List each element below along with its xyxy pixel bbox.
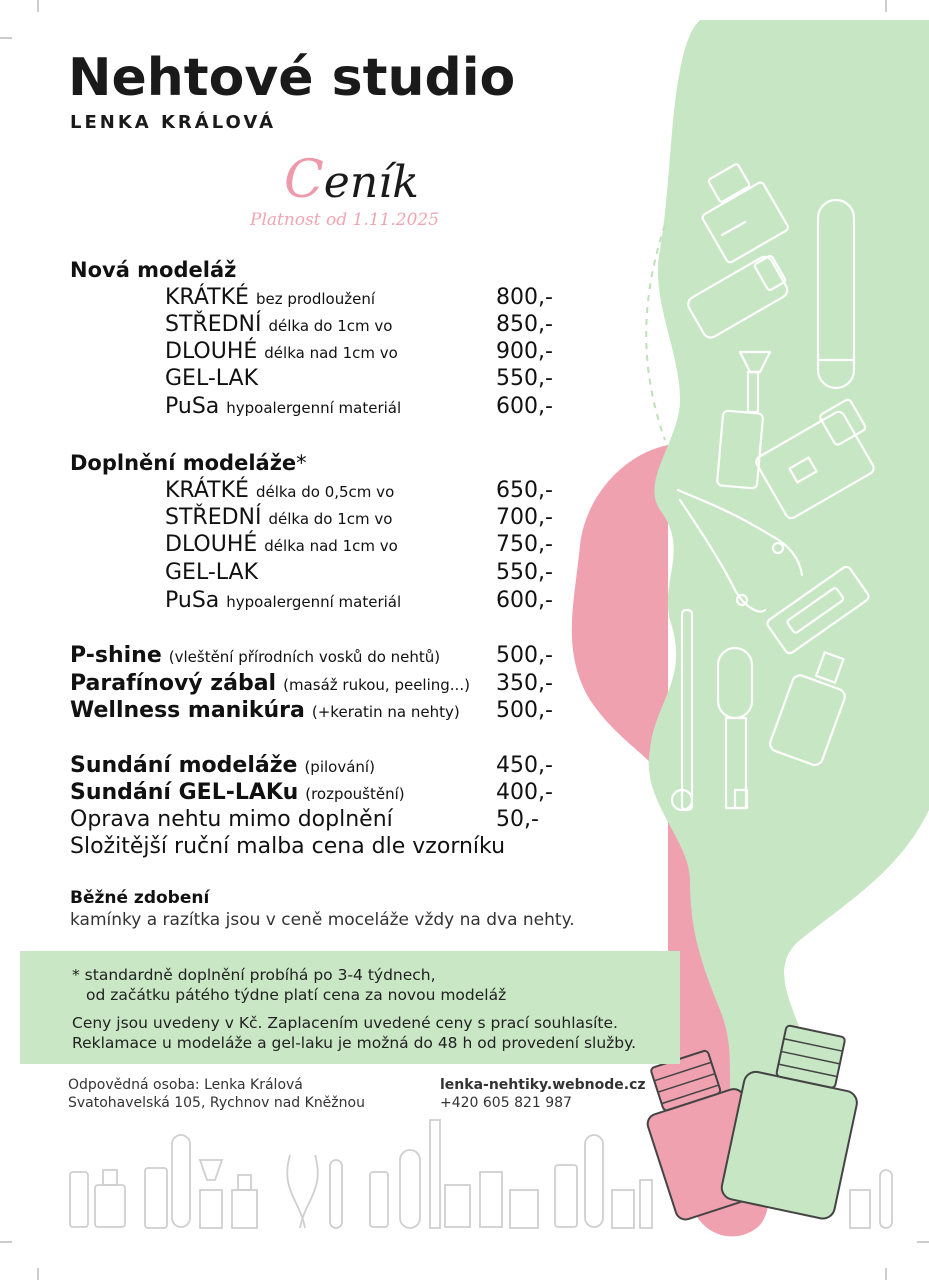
item-price: 600,-: [496, 588, 553, 613]
cenik-initial: C: [284, 150, 324, 210]
list-item: [165, 588, 401, 613]
list-item: [165, 478, 394, 503]
asterisk: *: [296, 451, 307, 475]
item-price: 500,-: [496, 698, 553, 723]
item-price: 600,-: [496, 394, 553, 419]
list-item: [165, 532, 398, 557]
item-note: (+keratin na nehty): [311, 703, 460, 721]
item-note: (vleštění přírodních vosků do nehtů): [168, 648, 441, 666]
item-note: hypoalergenní materiál: [226, 399, 402, 417]
item-name: KRÁTKÉ: [165, 478, 249, 503]
list-item: [70, 671, 470, 696]
item-note: délka do 1cm vo: [268, 317, 393, 335]
item-name: GEL-LAK: [165, 366, 258, 391]
item-note: hypoalergenní materiál: [226, 593, 402, 611]
item-name: KRÁTKÉ: [165, 285, 249, 310]
list-item: [165, 312, 392, 337]
item-price: 350,-: [496, 671, 553, 696]
list-item: [70, 698, 460, 723]
item-note: délka do 1cm vo: [268, 510, 393, 528]
item-price: 700,-: [496, 505, 553, 530]
zdobeni-title: Běžné zdobení: [70, 888, 210, 908]
cenik-heading: [284, 150, 419, 210]
item-name: PuSa: [165, 394, 220, 419]
website-link[interactable]: lenka-nehtiky.webnode.cz: [440, 1077, 646, 1093]
item-name: STŘEDNÍ: [165, 505, 262, 530]
item-name: DLOUHÉ: [165, 339, 258, 364]
list-item: [165, 339, 398, 364]
item-price: 500,-: [496, 643, 553, 668]
malba-text: Složitější ruční malba cena dle vzorníku: [70, 834, 506, 859]
item-name: Sundání GEL-LAKu: [70, 780, 299, 805]
list-item: [165, 366, 258, 391]
item-note: (rozpouštění): [305, 785, 405, 803]
item-note: délka nad 1cm vo: [264, 537, 398, 555]
section-title-text: Doplnění modeláže: [70, 451, 297, 475]
valid-from: Platnost od 1.11.2025: [250, 210, 440, 230]
item-price: 550,-: [496, 366, 553, 391]
item-name: PuSa: [165, 588, 220, 613]
item-name: STŘEDNÍ: [165, 312, 262, 337]
item-price: 850,-: [496, 312, 553, 337]
item-price: 50,-: [496, 807, 539, 832]
info-line-3: Ceny jsou uvedeny v Kč. Zaplacením uvedené ceny s prací souhlasíte.: [72, 1014, 618, 1032]
section-title-nova: Nová modeláž: [70, 258, 237, 282]
item-note: (pilování): [304, 758, 375, 776]
section-title-doplneni: [70, 451, 307, 475]
item-note: délka nad 1cm vo: [264, 344, 398, 362]
list-item: [165, 394, 401, 419]
item-name: Parafínový zábal: [70, 671, 277, 696]
list-item: [70, 753, 375, 778]
item-name: P-shine: [70, 643, 162, 668]
info-line-2: od začátku pátého týdne platí cena za novou modeláž: [86, 986, 507, 1004]
responsible-person: Odpovědná osoba: Lenka Králová: [68, 1077, 303, 1093]
info-line-4: Reklamace u modeláže a gel-laku je možná do 48 h od provedení služby.: [72, 1034, 637, 1052]
item-name: Sundání modeláže: [70, 753, 298, 778]
item-price: 800,-: [496, 285, 553, 310]
list-item: [70, 643, 440, 668]
zdobeni-text: kamínky a razítka jsou v ceně moceláže vždy na dva nehty.: [70, 910, 575, 930]
page-title: Nehtové studio: [68, 48, 516, 108]
item-price: 900,-: [496, 339, 553, 364]
item-price: 550,-: [496, 560, 553, 585]
address: Svatohavelská 105, Rychnov nad Kněžnou: [68, 1095, 365, 1111]
owner-name: LENKA KRÁLOVÁ: [70, 112, 277, 133]
list-item: [70, 780, 405, 805]
item-price: 650,-: [496, 478, 553, 503]
item-price: 450,-: [496, 753, 553, 778]
list-item: [165, 285, 375, 310]
phone-number[interactable]: +420 605 821 987: [440, 1095, 572, 1111]
item-name: DLOUHÉ: [165, 532, 258, 557]
item-note: délka do 0,5cm vo: [255, 483, 395, 501]
item-price: 750,-: [496, 532, 553, 557]
oprava-text: Oprava nehtu mimo doplnění: [70, 807, 393, 832]
cenik-rest: eník: [323, 157, 419, 208]
item-note: (masáž rukou, peeling...): [283, 676, 470, 694]
item-price: 400,-: [496, 780, 553, 805]
item-note: bez prodloužení: [255, 290, 376, 308]
info-line-1: * standardně doplnění probíhá po 3-4 týdnech,: [72, 966, 436, 984]
list-item: [165, 560, 258, 585]
list-item: [165, 505, 392, 530]
item-name: Wellness manikúra: [70, 698, 305, 723]
item-name: GEL-LAK: [165, 560, 258, 585]
